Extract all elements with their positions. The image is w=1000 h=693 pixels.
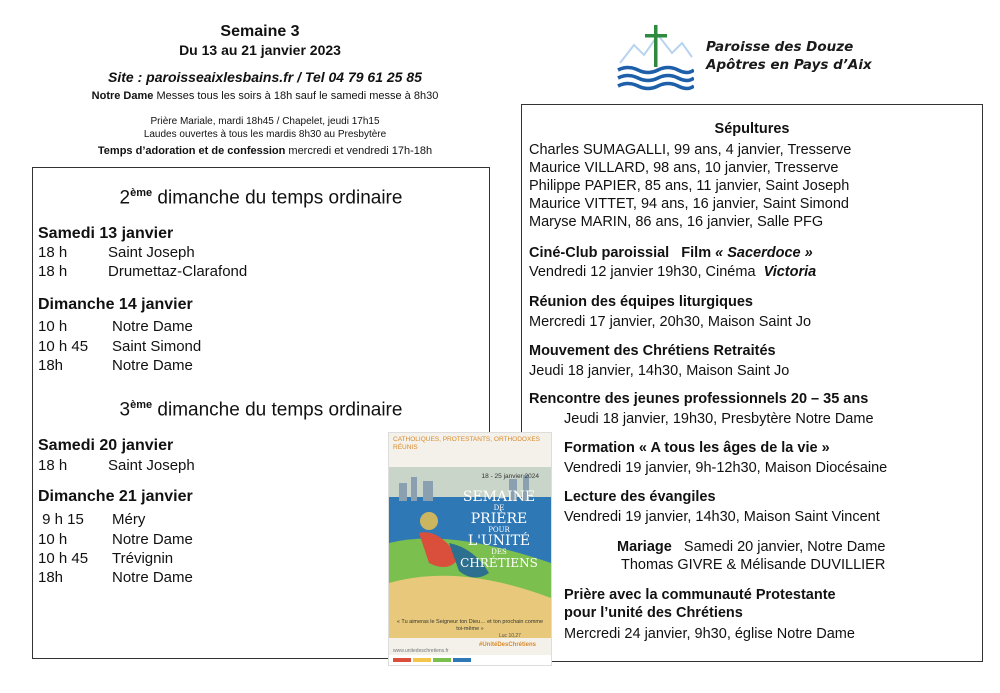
mass-place: Saint Joseph [108, 244, 195, 261]
day-sat-13: Samedi 13 janvier [38, 225, 174, 242]
mass-row [38, 318, 338, 337]
day-sun-14: Dimanche 14 janvier [38, 296, 193, 313]
mass-row [38, 357, 338, 376]
lecture-line: Vendredi 19 janvier, 14h30, Maison Saint Vincent [564, 509, 880, 525]
poster-title-4: POUR [488, 526, 510, 534]
mariage-names: Thomas GIVRE & Mélisande DUVILLIER [621, 557, 886, 573]
cine-club-date: Vendredi 12 janvier 19h30, Cinéma [529, 264, 764, 280]
unity-week-poster [388, 432, 552, 666]
mass-place: Drumettaz-Clarafond [108, 263, 248, 280]
cine-club-venue: Victoria [763, 264, 817, 280]
lecture-title: Lecture des évangiles [564, 489, 716, 505]
mass-place: Notre Dame [112, 318, 193, 335]
mass-place: Méry [112, 511, 146, 528]
mcr-title: Mouvement des Chrétiens Retraités [529, 343, 776, 359]
mass-time: 10 h 45 [38, 338, 89, 355]
poster-top-text: CATHOLIQUES, PROTESTANTS, ORTHODOXES RÉUNIS [393, 436, 540, 451]
sunday-3-number: 3 [119, 399, 131, 421]
mass-time: 18h [38, 357, 64, 374]
mass-time: 9 h 15 [38, 511, 84, 528]
priere-title-2: pour l’unité des Chrétiens [564, 605, 743, 621]
day-sun-21: Dimanche 21 janvier [38, 488, 193, 505]
mass-place: Saint Simond [112, 338, 202, 355]
mass-row [38, 338, 338, 357]
cine-club-title [529, 245, 813, 261]
mass-time: 18 h [38, 263, 68, 280]
poster-hashtag: #UnitéDesChrétiens [479, 642, 537, 648]
mass-row [38, 263, 338, 282]
prayer-line-1: Prière Mariale, mardi 18h45 / Chapelet, jeudi 17h15 [150, 116, 380, 127]
poster-url: www.unitedeschretiens.fr [393, 648, 449, 654]
sunday-3-text: dimanche du temps ordinaire [152, 399, 403, 421]
cine-club-label: Ciné-Club paroissial Film [529, 245, 716, 261]
poster-title-1: SEMAINE [462, 489, 536, 505]
day-sat-20: Samedi 20 janvier [38, 437, 174, 454]
mass-time: 10 h 45 [38, 550, 89, 567]
parish-name [706, 38, 872, 74]
poster-title-5: L'UNITÉ [467, 533, 531, 549]
formation-line: Vendredi 19 janvier, 9h-12h30, Maison Diocésaine [564, 460, 888, 476]
mass-time: 18h [38, 569, 64, 586]
sunday-2-text: dimanche du temps ordinaire [152, 187, 403, 209]
sepulture-line: Philippe PAPIER, 85 ans, 11 janvier, Saint Joseph [529, 178, 850, 194]
week-title: Semaine 3 [220, 23, 300, 40]
poster-dates: 18 - 25 janvier 2024 [481, 473, 539, 480]
sunday-2-number: 2 [119, 187, 131, 209]
formation-title: Formation « A tous les âges de la vie » [564, 440, 830, 456]
mass-place: Notre Dame [112, 569, 193, 586]
mass-time: 10 h [38, 531, 68, 548]
mass-time: 10 h [38, 318, 68, 335]
mass-row [38, 244, 338, 263]
adoration-line [40, 145, 490, 157]
mass-place: Notre Dame [112, 531, 193, 548]
notre-dame-text: Messes tous les soirs à 18h sauf le samedi messe à 8h30 [153, 90, 439, 102]
poster-title-7: CHRÉTIENS [460, 556, 538, 570]
sepultures-title: Sépultures [714, 121, 790, 137]
sunday-2-title [32, 187, 490, 209]
sepulture-line: Maurice VILLARD, 98 ans, 10 janvier, Tresserve [529, 160, 839, 176]
mass-time: 18 h [38, 457, 68, 474]
poster-title-6: DES [491, 548, 507, 556]
mass-place: Notre Dame [112, 357, 193, 374]
parish-name-line-1: Paroisse des Douze [706, 39, 854, 55]
week-dates: Du 13 au 21 janvier 2023 [179, 42, 341, 58]
cine-club-line [529, 264, 816, 280]
parish-name-line-2: Apôtres en Pays d’Aix [706, 57, 872, 73]
rencontre-line: Jeudi 18 janvier, 19h30, Presbytère Notre Dame [564, 411, 874, 427]
mcr-line: Jeudi 18 janvier, 14h30, Maison Saint Jo [529, 363, 790, 379]
poster-quote: « Tu aimeras le Seigneur ton Dieu… et ton prochain comme toi-même » [396, 619, 544, 632]
mass-row [38, 511, 338, 530]
sunday-2-sup: ème [130, 187, 153, 199]
parish-logo-icon [614, 23, 694, 93]
poster-title-3: PRIÈRE [470, 511, 528, 527]
priere-line: Mercredi 24 janvier, 9h30, église Notre Dame [564, 626, 855, 642]
prayer-info [40, 115, 490, 141]
prayer-line-2: Laudes ouvertes à tous les mardis 8h30 au Presbytère [143, 129, 387, 140]
sunday-3-title [32, 399, 490, 421]
sepulture-line: Charles SUMAGALLI, 99 ans, 4 janvier, Tresserve [529, 142, 852, 158]
reunion-title: Réunion des équipes liturgiques [529, 294, 753, 310]
mariage-line [617, 539, 885, 555]
mariage-label: Mariage [617, 539, 672, 555]
poster-title [451, 490, 547, 571]
mass-row [38, 531, 338, 550]
poster-ref: Luc 10,27 [499, 633, 521, 639]
mass-row [38, 550, 338, 569]
notre-dame-masses [40, 90, 490, 102]
rencontre-title: Rencontre des jeunes professionnels 20 – 35 ans [529, 391, 869, 407]
sepulture-line: Maryse MARIN, 86 ans, 16 janvier, Salle PFG [529, 214, 824, 230]
mass-place: Trévignin [112, 550, 174, 567]
mass-row [38, 569, 338, 588]
mass-time: 18 h [38, 244, 68, 261]
adoration-text: mercredi et vendredi 17h-18h [285, 145, 433, 157]
mass-row [38, 457, 338, 476]
priere-title-1: Prière avec la communauté Protestante [564, 587, 836, 603]
notre-dame-label: Notre Dame [91, 90, 154, 102]
sunday-3-sup: ème [130, 399, 153, 411]
reunion-line: Mercredi 17 janvier, 20h30, Maison Saint Jo [529, 314, 812, 330]
adoration-label: Temps d’adoration et de confession [97, 145, 286, 157]
mass-place: Saint Joseph [108, 457, 195, 474]
cine-club-film: « Sacerdoce » [715, 245, 813, 261]
mariage-date: Samedi 20 janvier, Notre Dame [671, 539, 886, 555]
sepulture-line: Maurice VITTET, 94 ans, 16 janvier, Saint Simond [529, 196, 849, 212]
poster-title-2: DE [493, 504, 505, 512]
site-phone-line: Site : paroisseaixlesbains.fr / Tel 04 79 61 25 85 [108, 69, 422, 85]
